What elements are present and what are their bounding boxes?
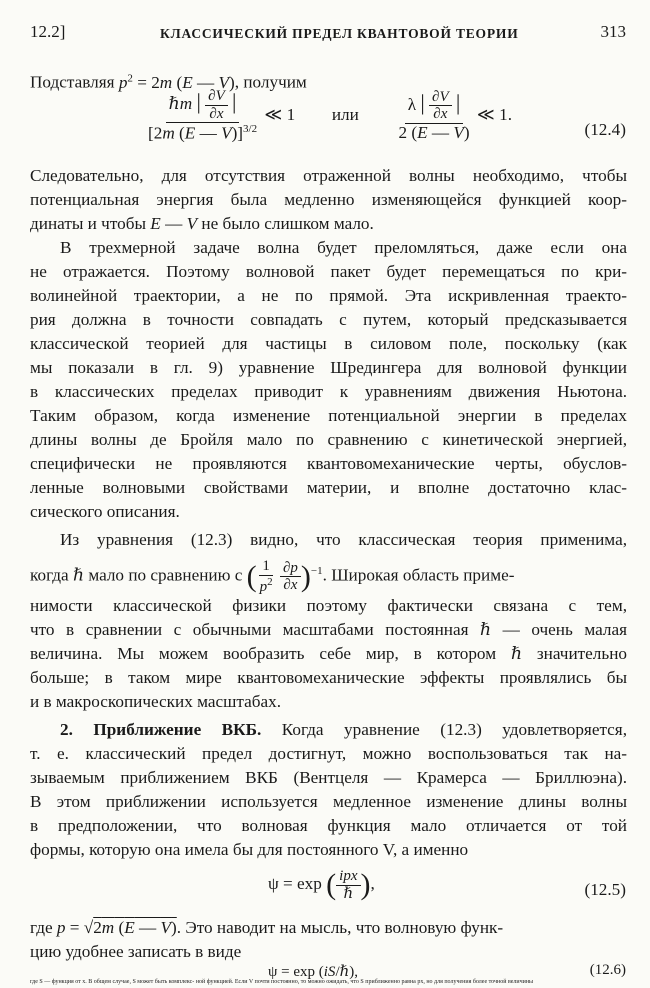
fraction-left: ℏm | $\frac{\partial V}{\partial x}$ | [2m (E — V)]$^{3/2}$ xyxy=(148,88,258,143)
final-lines: где S — функция от x. В общем случае, S может быть комплекс- ной функцией. Если V почти постоянно, то можно ожидать, что S приближенно равна px, но для получения более точной величины xyxy=(30,979,534,985)
text-line: формы, которую она имела бы для постоянного V, а именно xyxy=(30,840,469,859)
intro-line: Подставляя $p^2 = 2m$ (E — V), получим xyxy=(30,72,307,92)
text-line: рия должна в точности совпадать с путем, который предсказывается xyxy=(30,310,627,329)
equation-12-6: ψ = exp (iS/ℏ), xyxy=(268,964,359,980)
text-line: в классических пределах приводит к уравнениям движения Ньютона. xyxy=(30,382,627,401)
section-heading-line: 2. Приближение ВКБ. Когда уравнение (12.3) удовлетворяется, xyxy=(60,720,627,739)
text-line: нимости классической физики поэтому фактически связана с тем, xyxy=(30,596,627,615)
text-line: т. е. классический предел достигнут, можно воспользоваться так на- xyxy=(30,744,627,763)
text-line: и в макроскопических масштабах. xyxy=(30,692,281,711)
text-line: зываемым приближением ВКБ (Вентцеля — Крамерса — Бриллюэна). xyxy=(30,768,627,787)
text-line: потенциальная энергия была медленно изменяющейся функцией коор- xyxy=(30,190,627,209)
text-line: мы показали в гл. 9) уравнение Шредингера для волновой функции xyxy=(30,358,627,377)
text-line: динаты и чтобы E — V не было слишком мало. xyxy=(30,214,374,233)
text-line: не отражается. Поэтому волновой пакет будет перемещаться по кри- xyxy=(30,262,627,281)
text-line: классической теорией для частицы в силовом поле, поскольку (как xyxy=(30,334,627,353)
text-line: ленные волновыми свойствами материи, и вполне достаточно клас- xyxy=(30,478,627,497)
equation-number: (12.5) xyxy=(584,880,626,899)
page-number: 313 xyxy=(600,22,626,41)
equation-12-4: ℏm | $\frac{\partial V}{\partial x}$ | [2m (E — V)]$^{3/2}$ ≪ 1 или λ | $\frac{\partial V}{\partial x}$ | 2 (E — V) ≪ 1. xyxy=(145,88,512,144)
text-line: больше; в таком мире квантовомеханические эффекты проявлялись бы xyxy=(30,668,627,687)
text-line: Следовательно, для отсутствия отраженной волны необходимо, чтобы xyxy=(30,166,627,185)
text-line-with-formula: когда ℏ мало по сравнению с ( $\frac{1}{p^2}$ $\frac{\partial p}{\partial x}$ )$^{-1}$. Широкая область приме- xyxy=(30,558,515,595)
text-line: величина. Мы можем вообразить себе мир, в котором ℏ значительно xyxy=(30,644,627,663)
equation-number: (12.4) xyxy=(584,120,626,139)
text-line: В трехмерной задаче волна будет преломляться, даже если она xyxy=(60,238,627,257)
formula-p2: $p^2 = 2m$ (E — V) xyxy=(118,72,235,92)
text-line-with-formula: где p = √2m (E — V). Это наводит на мысль, что волновую функ- xyxy=(30,918,504,937)
text-line: что в сравнении с обычными масштабами постоянная ℏ — очень малая xyxy=(30,620,627,639)
fraction-right: λ | $\frac{\partial V}{\partial x}$ | 2 (E — V) xyxy=(398,88,470,142)
text-line: длины волны де Бройля мало по сравнению с кинетической энергией, xyxy=(30,430,627,449)
equation-12-5: ψ = exp ( $\frac{\text{ipx}}{\text{ℏ}}$ ), xyxy=(268,868,375,902)
text-line: В этом приближении используется медленное изменение длины волны xyxy=(30,792,627,811)
running-title: КЛАССИЧЕСКИЙ ПРЕДЕЛ КВАНТОВОЙ ТЕОРИИ xyxy=(160,26,519,41)
equation-number: (12.6) xyxy=(589,962,626,978)
section-number: 12.2] xyxy=(30,22,66,41)
text-line: в предположении, что волновая функция мало отличается от той xyxy=(30,816,627,835)
text-line: сического описания. xyxy=(30,502,180,521)
text-line: специфически не проявляются квантовомеханические черты, обуслов- xyxy=(30,454,627,473)
text-line: Таким образом, когда изменение потенциальной энергии в пределах xyxy=(30,406,627,425)
text-line: волинейной траектории, а не по прямой. Эта искривленная траекто- xyxy=(30,286,627,305)
text-line: Из уравнения (12.3) видно, что классическая теория применима, xyxy=(60,530,627,549)
text-line: цию удобнее записать в виде xyxy=(30,942,242,961)
